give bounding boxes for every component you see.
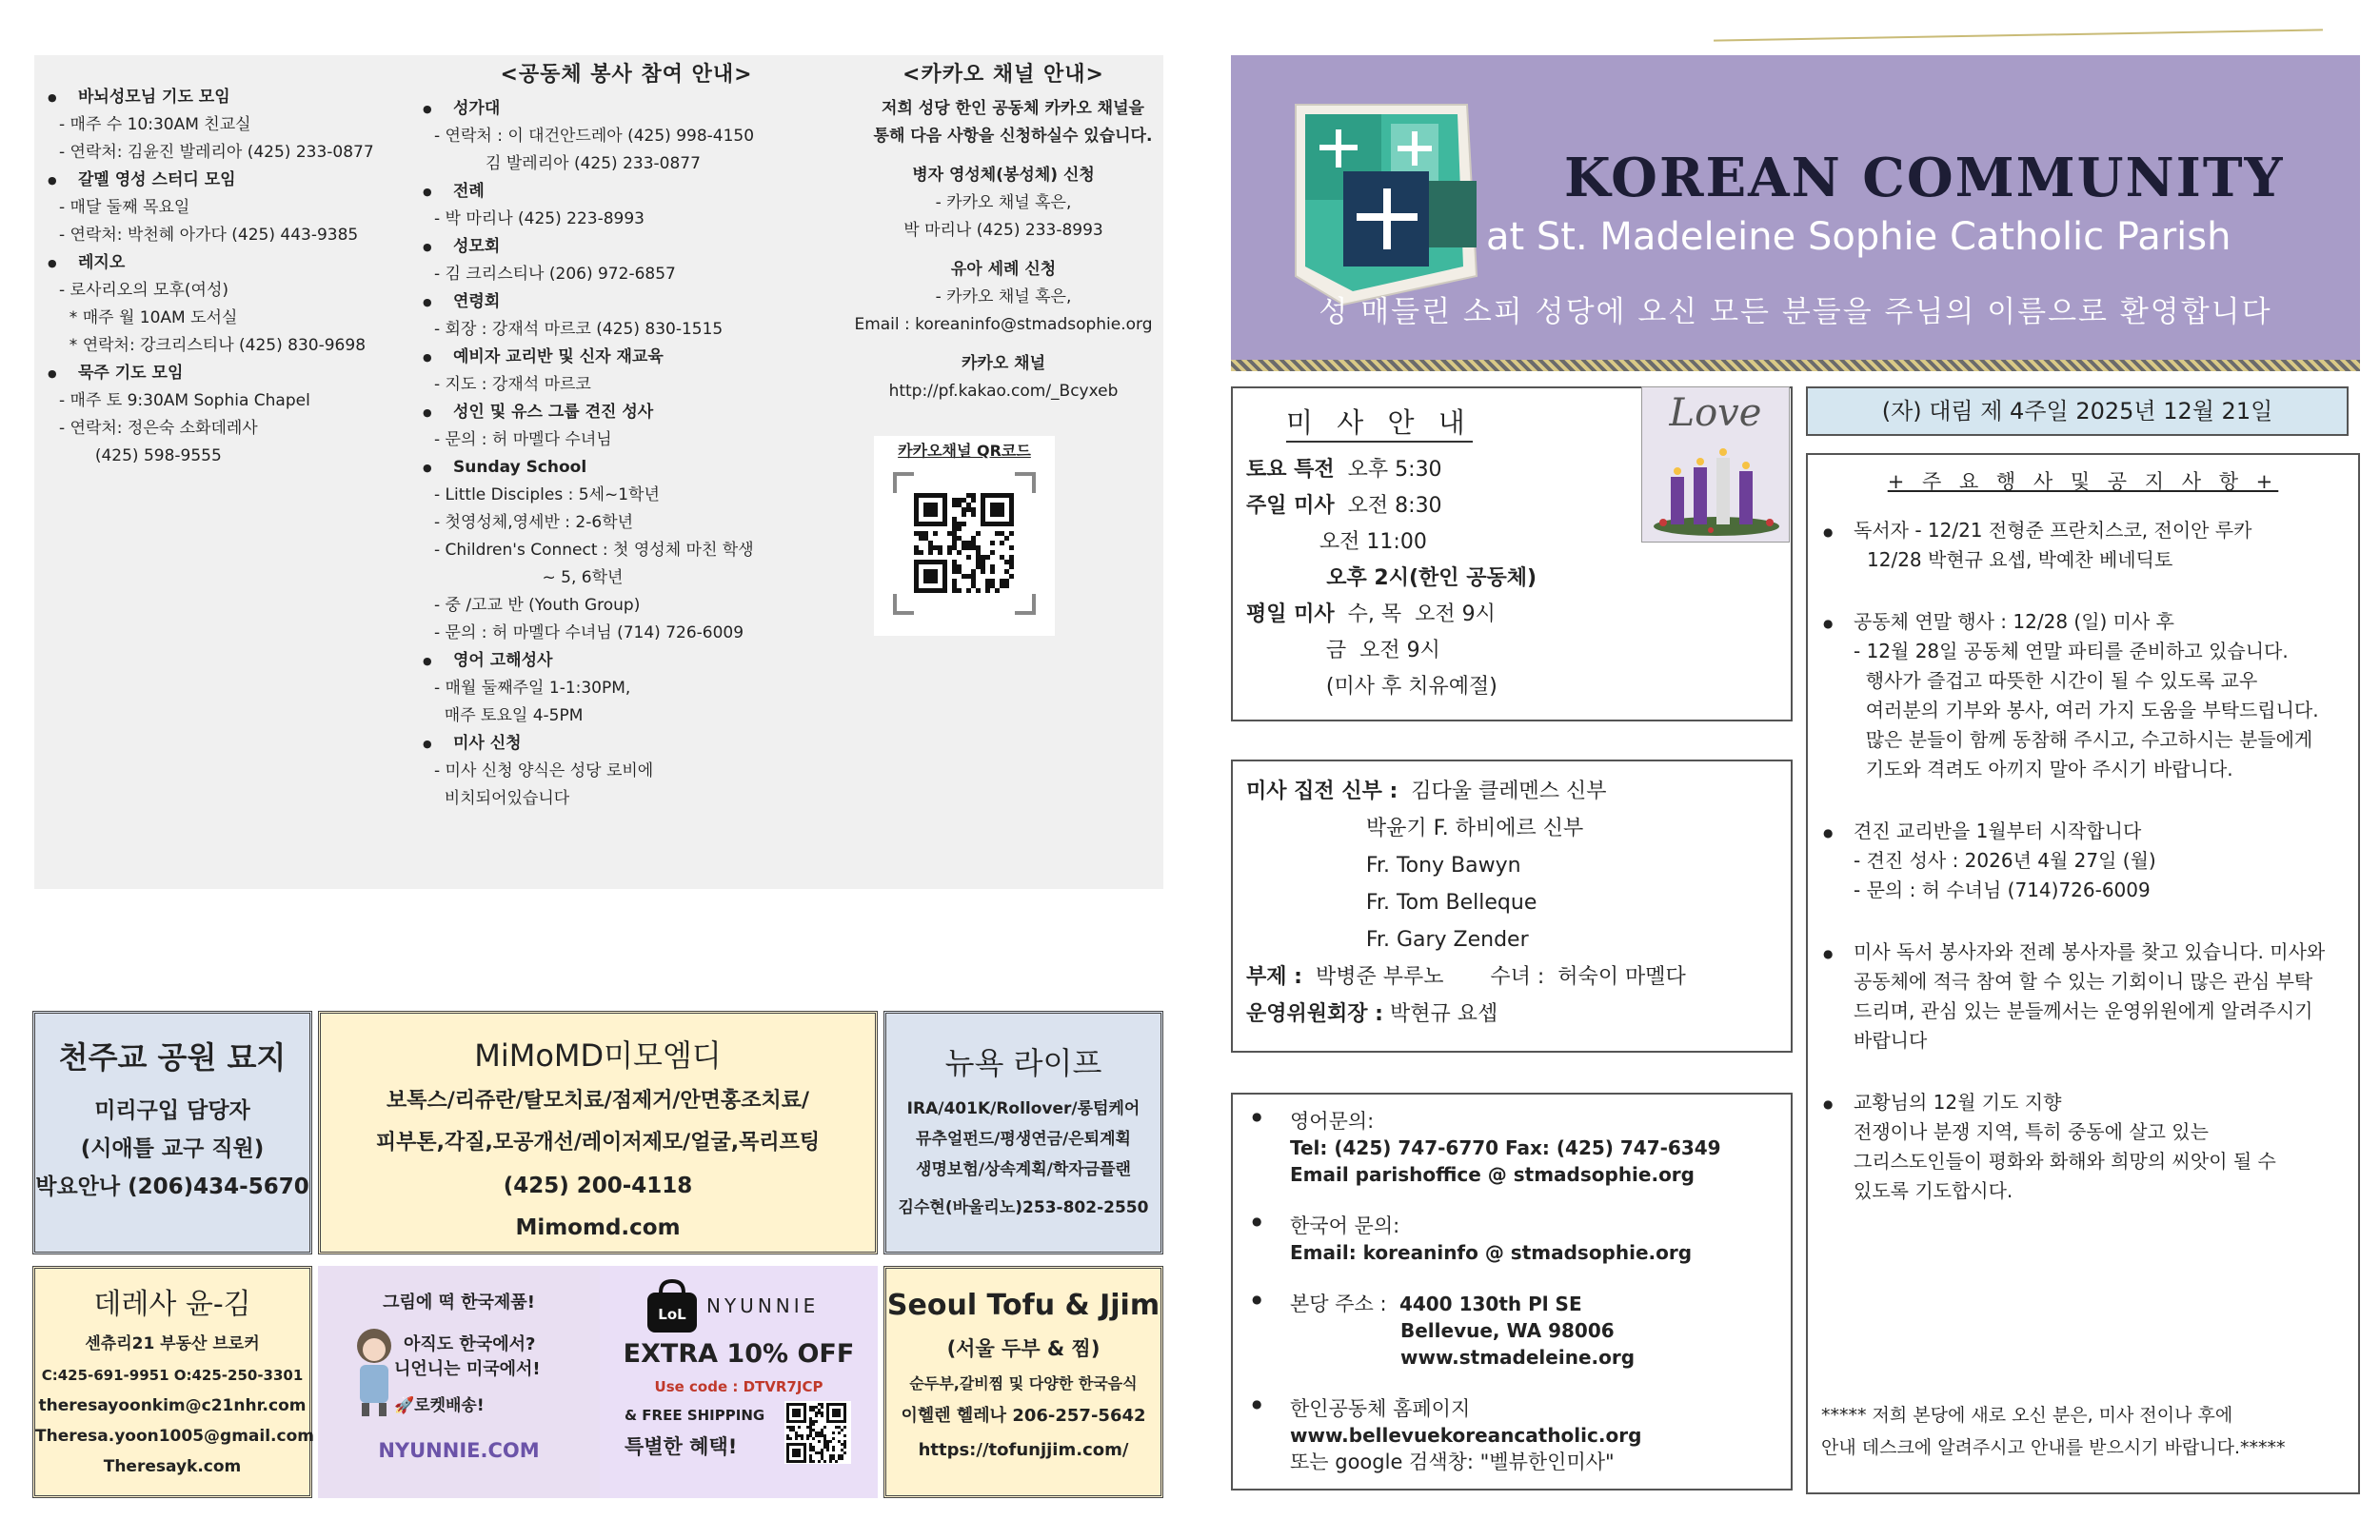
banner-title: KOREAN COMMUNITY: [1564, 147, 2285, 209]
spacer: [1819, 784, 2347, 817]
spacer: [1819, 1056, 2347, 1088]
ad-website: Theresayk.com: [103, 1457, 242, 1476]
group-heading: ● 갈멜 영성 스터디 모임: [42, 167, 418, 194]
service-detail: - 박 마리나 (425) 223-8993: [434, 209, 645, 228]
parish-logo-icon: [1286, 86, 1553, 314]
prayer-groups-column: [42, 84, 418, 470]
ad-line: 니언니는 미국에서!: [394, 1359, 541, 1379]
ad-phone: (425) 200-4118: [503, 1174, 693, 1198]
ad-line: 특별한 혜택!: [625, 1435, 738, 1458]
group-detail: - 연락처: 박천혜 아가다 (425) 443-9385: [59, 226, 359, 245]
qr-label: 카카오채널 QR코드: [898, 442, 1031, 460]
clergy-line: 부제 : 박병준 부루노 수녀 : 허숙이 마멜다: [1246, 965, 1686, 989]
service-detail: - 매월 둘째주일 1-1:30PM,: [434, 679, 631, 698]
service-heading: ● 성인 및 유스 그룹 견진 성사: [417, 399, 836, 426]
contact-email: Email: koreaninfo @ stmadsophie.org: [1290, 1241, 1693, 1264]
ad-title: 데레사 윤-김: [93, 1288, 251, 1321]
announcement-heading: ● 교황님의 12월 기도 지향: [1819, 1088, 2347, 1117]
ad-phone: C:425-691-9951 O:425-250-3301: [41, 1367, 304, 1384]
kakao-section-detail: Email : koreaninfo@stmadsophie.org: [854, 315, 1153, 334]
clergy-line: 미사 집전 신부 : 김다울 클레멘스 신부: [1246, 780, 1607, 803]
service-detail: - Children's Connect : 첫 영성체 마친 학생: [434, 541, 754, 560]
service-detail: ~ 5, 6학년: [434, 568, 624, 587]
spacer: [1819, 575, 2347, 607]
kakao-intro: [813, 95, 1194, 150]
ad-website: NYUNNIE.COM: [378, 1439, 540, 1462]
service-heading: ● 영어 고해성사: [417, 647, 836, 675]
ad-mimomd: [318, 1011, 878, 1254]
clergy-line: Fr. Gary Zender: [1246, 928, 1529, 952]
announcement-detail: 전쟁이나 분쟁 지역, 특히 중동에 살고 있는: [1854, 1120, 2209, 1143]
ad-nyunnie-right: [600, 1266, 878, 1498]
liturgical-date: (자) 대림 제 4주일 2025년 12월 21일: [1806, 386, 2349, 436]
shopping-bag-icon: [642, 1279, 703, 1334]
banner-subtitle: at St. Madeleine Sophie Catholic Parish: [1486, 215, 2231, 259]
mass-time-row: 평일 미사 수, 목 오전 9시: [1246, 602, 1496, 626]
contact-homepage: ● 한인공동체 홈페이지 www.bellevuekoreancatholic.org 또는 google 검색창: "벨뷰한인미사": [1252, 1395, 1791, 1475]
announcement-detail: 행사가 즐겁고 따뜻한 시간이 될 수 있도록 교우: [1854, 669, 2258, 692]
contact-box: [1231, 1093, 1793, 1491]
ad-line: 순두부,갈비찜 및 다양한 한국음식: [909, 1374, 1138, 1392]
advent-candles-icon: [1650, 443, 1783, 538]
kakao-section-heading: 카카오 채널: [961, 354, 1046, 373]
ad-title: 천주교 공원 묘지: [58, 1039, 287, 1076]
service-detail: - 미사 신청 양식은 성당 로비에: [434, 761, 654, 780]
kakao-section-detail: 박 마리나 (425) 233-8993: [903, 221, 1103, 240]
group-detail: * 연락처: 강크리스티나 (425) 830-9698: [59, 336, 367, 355]
announcement-detail: 그리스도인들이 평화와 화해와 희망의 씨앗이 될 수: [1854, 1150, 2276, 1173]
ad-catholic-cemetery: [32, 1011, 312, 1254]
ad-website: https://tofunjjim.com/: [918, 1440, 1129, 1460]
love-label: Love: [1669, 391, 1762, 435]
announcement-detail: 여러분의 기부와 봉사, 여러 가지 도움을 부탁드립니다.: [1854, 699, 2319, 721]
ad-phone: 박요안나 (206)434-5670: [35, 1175, 309, 1199]
group-detail: - 로사리오의 모후(여성): [59, 281, 229, 300]
parish-website-link[interactable]: www.stmadeleine.org: [1400, 1346, 1636, 1369]
ad-nyunnie-left: [318, 1266, 600, 1498]
announcements-title: + 주 요 행 사 및 공 지 사 항 +: [1887, 470, 2279, 493]
community-service-column: [417, 55, 836, 813]
kakao-channel-column: [813, 55, 1194, 405]
ad-title: 그림에 떡 한국제품!: [383, 1293, 535, 1313]
announcement-heading: ● 공동체 연말 행사 : 12/28 (일) 미사 후: [1819, 607, 2347, 637]
kakao-qr-card: [874, 436, 1055, 636]
ad-line: 피부톤,각질,모공개선/레이저제모/얼굴,목리프팅: [375, 1131, 821, 1155]
ad-phone: 김수현(바울리노)253-802-2550: [898, 1198, 1149, 1217]
service-detail: - Little Disciples : 5세~1학년: [434, 485, 660, 504]
service-detail: - 연락처 : 이 대건안드레아 (425) 998-4150: [434, 127, 755, 146]
ad-phone: 이헬렌 헬레나 206-257-5642: [901, 1406, 1146, 1426]
ad-line: 생명보험/상속계획/학자금플랜: [916, 1160, 1131, 1179]
contact-english: ● 영어문의: Tel: (425) 747-6770 Fax: (425) 747-6349 Email parishoffice @ stmadsophie.org: [1252, 1108, 1791, 1188]
clergy-line: 운영위원회장 : 박현규 요셉: [1246, 1002, 1498, 1026]
clergy-box: [1231, 760, 1793, 1053]
group-heading: ● 바뇌성모님 기도 모임: [42, 84, 418, 111]
spacer: [813, 245, 1194, 256]
service-detail: 비치되어있습니다: [434, 789, 570, 808]
ad-new-york-life: [883, 1011, 1163, 1254]
service-detail: - 문의 : 허 마멜다 수녀님 (714) 726-6009: [434, 623, 744, 642]
ad-theresa-realty: [32, 1266, 312, 1498]
announcement-detail: 많은 분들이 함께 동참해 주시고, 수고하시는 분들에게: [1854, 728, 2313, 751]
service-detail: - 문의 : 허 마멜다 수녀님: [434, 430, 612, 449]
clergy-line: Fr. Tony Bawyn: [1246, 854, 1521, 878]
contact-phone: Tel: (425) 747-6770 Fax: (425) 747-6349: [1290, 1136, 1721, 1159]
ad-line: (시애틀 교구 직원): [80, 1136, 265, 1161]
mass-time-row: 주일 미사 오전 8:30: [1246, 494, 1442, 518]
qr-code-icon: [784, 1401, 851, 1464]
ad-subtitle: (서울 두부 & 찜): [946, 1337, 1101, 1360]
ad-coupon-code: Use code : DTVR7JCP: [654, 1378, 823, 1395]
announcement-heading: ● 미사 독서 봉사자와 전례 봉사자를 찾고 있습니다. 미사와: [1819, 938, 2347, 967]
ad-line: IRA/401K/Rollover/롱텀케어: [906, 1099, 1140, 1118]
ad-title: MiMoMD미모엠디: [474, 1037, 722, 1074]
announcement-detail: 바랍니다: [1854, 1029, 1928, 1052]
mass-time-row: 오후 2시(한인 공동체): [1246, 566, 1537, 590]
group-detail: (425) 598-9555: [59, 446, 222, 465]
group-detail: * 매주 월 10AM 도서실: [59, 308, 238, 327]
group-heading: ● 레지오: [42, 249, 418, 277]
ad-line: 뮤추얼펀드/평생연금/은퇴계획: [916, 1130, 1131, 1149]
kakao-channel-title: <카카오 채널 안내>: [902, 63, 1104, 87]
kakao-intro-line: 통해 다음 사항을 신청하실수 있습니다.: [873, 127, 1153, 146]
service-heading: ● 연령회: [417, 288, 836, 316]
announcement-detail: 드리며, 관심 있는 분들께서는 운영위원에게 알려주시기: [1854, 999, 2313, 1022]
community-homepage-link[interactable]: www.bellevuekoreancatholic.org: [1290, 1424, 1642, 1447]
ad-line: 아직도 한국에서?: [404, 1334, 536, 1354]
service-detail: - 회장 : 강재석 마르코 (425) 830-1515: [434, 320, 724, 339]
service-heading: ● 예비자 교리반 및 신자 재교육: [417, 344, 836, 371]
service-heading: ● 성가대: [417, 95, 836, 123]
spacer: [813, 339, 1194, 350]
spacer: [1819, 905, 2347, 938]
mass-time-row: 금 오전 9시: [1246, 639, 1440, 662]
service-detail: - 중 /고교 반 (Youth Group): [434, 596, 641, 615]
decorative-line: [1714, 29, 2323, 41]
kakao-intro-line: 저희 성당 한인 공동체 카카오 채널을: [882, 99, 1144, 118]
contact-address: ● 본당 주소 : 4400 130th Pl SE Bellevue, WA 98006 www.stmadeleine.org: [1252, 1291, 1791, 1371]
header-banner: [1231, 55, 2360, 360]
service-detail: - 지도 : 강재석 마르코: [434, 375, 591, 394]
qr-code-icon: [893, 472, 1036, 615]
ad-line: 🚀로켓배송!: [394, 1396, 485, 1415]
service-heading: ● 성모회: [417, 233, 836, 261]
service-heading: ● 전례: [417, 178, 836, 206]
ad-brand: NYUNNIE: [706, 1294, 820, 1317]
announcement-detail: 있도록 기도합시다.: [1854, 1179, 2013, 1202]
ad-website: Mimomd.com: [515, 1215, 681, 1240]
announcement-heading: ● 독서자 - 12/21 전형준 프란치스코, 전이안 루카: [1819, 516, 2347, 545]
mass-time-row: 오전 11:00: [1246, 530, 1427, 554]
group-heading: ● 묵주 기도 모임: [42, 360, 418, 387]
service-heading: ● Sunday School: [417, 454, 836, 482]
announcement-detail: 공동체에 적극 참여 할 수 있는 기회이니 많은 관심 부탁: [1854, 970, 2313, 993]
mass-schedule-title: 미 사 안 내: [1286, 402, 1473, 443]
clergy-line: 박윤기 F. 하비에르 신부: [1246, 817, 1584, 840]
announcement-detail: 기도와 격려도 아끼지 말아 주시기 바랍니다.: [1854, 758, 2233, 780]
banner-divider: [1231, 360, 2360, 371]
announcement-heading: ● 견진 교리반을 1월부터 시작합니다: [1819, 817, 2347, 846]
bag-logo-text: LoL: [658, 1306, 686, 1323]
announcements-box: [1806, 453, 2360, 1494]
kakao-section-detail: http://pf.kakao.com/_Bcyxeb: [888, 382, 1119, 401]
mass-time-row: (미사 후 치유예절): [1246, 675, 1497, 699]
kakao-section-heading: 유아 세례 신청: [950, 260, 1057, 279]
clergy-line: Fr. Tom Belleque: [1246, 891, 1537, 915]
announcement-detail: - 견진 성사 : 2026년 4월 27일 (월): [1854, 849, 2156, 872]
ad-line: 센츄리21 부동산 브로커: [85, 1334, 260, 1353]
group-detail: - 매주 수 10:30AM 친교실: [59, 115, 251, 134]
newcomer-notice: ***** 저희 본당에 새로 오신 분은, 미사 전이나 후에 안내 데스크에 알려주시고 안내를 받으시기 바랍니다.*****: [1821, 1405, 2286, 1458]
ad-title: 뉴욕 라이프: [944, 1045, 1102, 1081]
service-detail: - 첫영성체,영세반 : 2-6학년: [434, 513, 634, 532]
ad-line: & FREE SHIPPING: [625, 1407, 765, 1424]
kakao-section-heading: 병자 영성체(봉성체) 신청: [912, 166, 1095, 185]
kakao-section-detail: - 카카오 채널 혹은,: [935, 193, 1072, 212]
ad-seoul-tofu: [883, 1266, 1163, 1498]
group-detail: - 연락처: 정은숙 소화데레사: [59, 419, 258, 438]
mass-time-row: 토요 특전 오후 5:30: [1246, 458, 1442, 482]
kakao-section-detail: - 카카오 채널 혹은,: [935, 287, 1072, 306]
group-detail: - 매주 토 9:30AM Sophia Chapel: [59, 391, 310, 410]
group-detail: - 매달 둘째 목요일: [59, 198, 190, 217]
ad-email: Theresa.yoon1005@gmail.com: [35, 1427, 314, 1446]
service-detail: 매주 토요일 4-5PM: [434, 706, 584, 725]
service-detail: 김 발레리아 (425) 233-0877: [434, 154, 701, 173]
service-heading: ● 미사 신청: [417, 730, 836, 758]
welcome-message: 성 매들린 소피 성당에 오신 모든 분들을 주님의 이름으로 환영합니다: [1319, 295, 2272, 329]
contact-email: Email parishoffice @ stmadsophie.org: [1290, 1163, 1695, 1186]
announcement-detail: - 12월 28일 공동체 연말 파티를 준비하고 있습니다.: [1854, 640, 2289, 662]
contact-korean: ● 한국어 문의: Email: koreaninfo @ stmadsophie.org: [1252, 1213, 1791, 1266]
ad-email: theresayoonkim@c21nhr.com: [38, 1396, 307, 1415]
community-service-title: <공동체 봉사 참여 안내>: [500, 63, 753, 87]
group-detail: - 연락처: 김윤진 발레리아 (425) 233-0877: [59, 143, 374, 162]
announcement-detail: 12/28 박현규 요셉, 박예찬 베네딕토: [1867, 548, 2173, 571]
ad-line: 보톡스/리쥬란/탈모치료/점제거/안면홍조치료/: [387, 1089, 809, 1113]
ad-title: Seoul Tofu & Jjim: [886, 1289, 1160, 1322]
announcement-detail: - 문의 : 허 수녀님 (714)726-6009: [1854, 879, 2151, 901]
ad-line: 미리구입 담당자: [94, 1098, 250, 1123]
ad-discount: EXTRA 10% OFF: [623, 1339, 855, 1369]
spacer: [813, 150, 1194, 162]
service-detail: - 김 크리스티나 (206) 972-6857: [434, 265, 676, 284]
advent-wreath-image: [1641, 386, 1790, 543]
